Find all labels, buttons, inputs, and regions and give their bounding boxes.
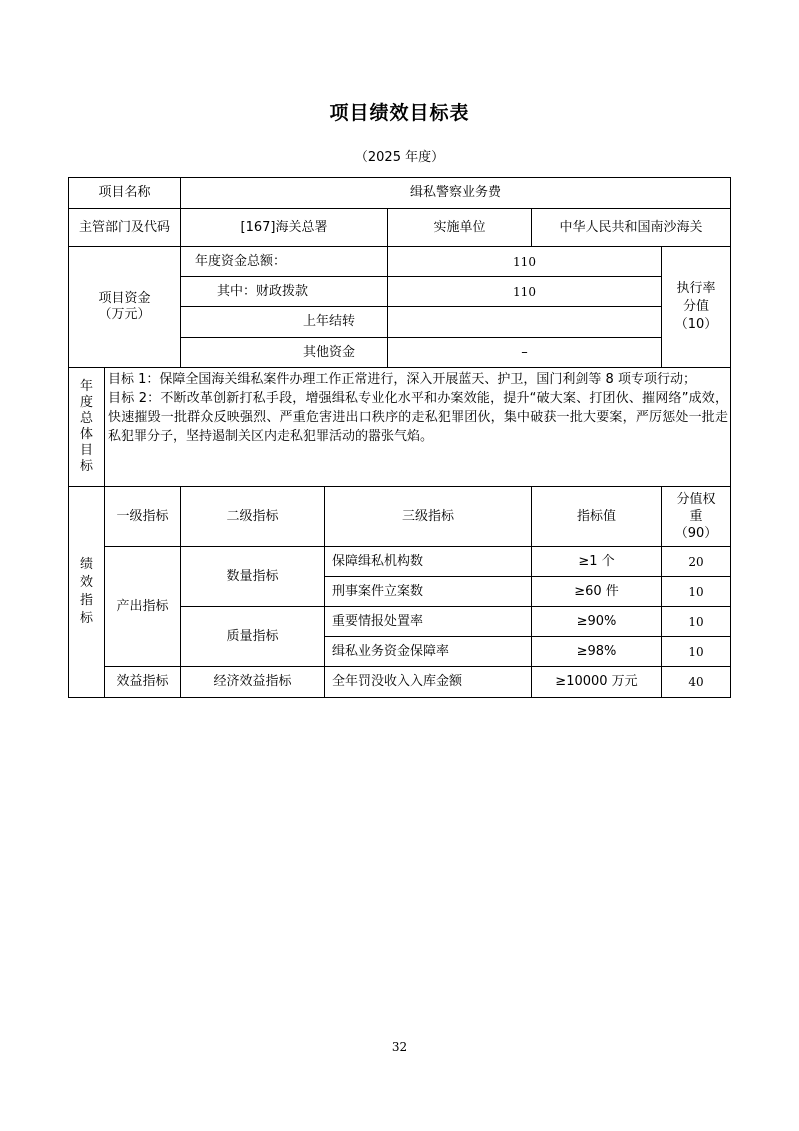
exec-rate-label: 执行率分值（10） — [674, 281, 718, 332]
funds-other-label: 其他资金 — [302, 344, 355, 360]
funds-total-label: 年度资金总额： — [195, 253, 287, 269]
indicator-value: ≥98% — [576, 643, 617, 659]
output-indicator-label: 产出指标 — [116, 598, 169, 614]
header-value: 指标值 — [576, 508, 616, 524]
funds-carryover-value — [388, 307, 661, 337]
indicator-name: 全年罚没收入入库金额 — [332, 674, 463, 689]
quality-indicator-label: 质量指标 — [226, 628, 279, 644]
goal-1: 目标 1：保障全国海关缉私案件办理工作正常进行，深入开展蓝天、护卫，国门利剑等 8 项专项行动； — [108, 372, 696, 387]
funds-carryover-label: 上年结转 — [302, 314, 355, 329]
indicator-name: 重要情报处置率 — [332, 613, 424, 629]
quantity-indicator-label: 数量指标 — [226, 568, 279, 584]
header-level1: 一级指标 — [116, 508, 169, 524]
funds-other-value: – — [521, 344, 528, 360]
goal-2: 目标 2：不断改革创新打私手段，增强缉私专业化水平和办案效能，提升“破大案、打团伙、摧网络”成效，快速摧毁一批群众反映强烈、严重危害进出口秩序的走私犯罪团伙，集中破获一批大要案，严厉惩处一批走私犯罪分子，坚持遏制关区内走私犯罪活动的嚣张气焰。 — [108, 391, 728, 444]
indicator-value: ≥10000 万元 — [555, 674, 638, 689]
indicator-weight: 40 — [688, 675, 704, 689]
funds-total-value: 110 — [513, 254, 536, 269]
dept-value: [167]海关总署 — [240, 219, 328, 235]
indicator-name: 刑事案件立案数 — [332, 583, 424, 599]
funds-fiscal-label: 其中：财政拨款 — [217, 283, 309, 299]
impl-unit-value: 中华人民共和国南沙海关 — [559, 219, 703, 235]
annual-goals-text — [108, 370, 728, 446]
header-weight: 分值权重（90） — [674, 492, 718, 541]
page-title: 项目绩效目标表 — [329, 102, 470, 124]
indicator-weight: 10 — [688, 584, 704, 599]
project-name-value: 缉私警察业务费 — [409, 185, 501, 200]
indicator-weight: 10 — [688, 644, 704, 659]
impl-unit-label: 实施单位 — [433, 219, 486, 235]
fiscal-year: （2025 年度） — [354, 150, 445, 165]
indicator-name: 保障缉私机构数 — [332, 553, 424, 569]
indicator-value: ≥90% — [576, 613, 617, 629]
header-level2: 二级指标 — [226, 508, 279, 524]
indicator-name: 缉私业务资金保障率 — [332, 643, 450, 659]
indicator-weight: 10 — [688, 614, 704, 629]
annual-goals-label: 年度总体目标 — [79, 379, 93, 474]
page-number: 32 — [391, 1040, 408, 1054]
economic-indicator-label: 经济效益指标 — [213, 674, 292, 689]
header-level3: 三级指标 — [401, 508, 454, 524]
dept-label: 主管部门及代码 — [79, 219, 171, 235]
funds-label: 项目资金（万元） — [98, 291, 151, 322]
indicator-value: ≥1 个 — [578, 553, 615, 569]
project-name-label: 项目名称 — [98, 185, 151, 200]
indicators-label: 绩效指标 — [79, 557, 93, 626]
indicator-weight: 20 — [688, 554, 704, 569]
funds-fiscal-value: 110 — [513, 284, 536, 299]
indicator-value: ≥60 件 — [574, 583, 619, 599]
benefit-indicator-label: 效益指标 — [116, 674, 169, 689]
